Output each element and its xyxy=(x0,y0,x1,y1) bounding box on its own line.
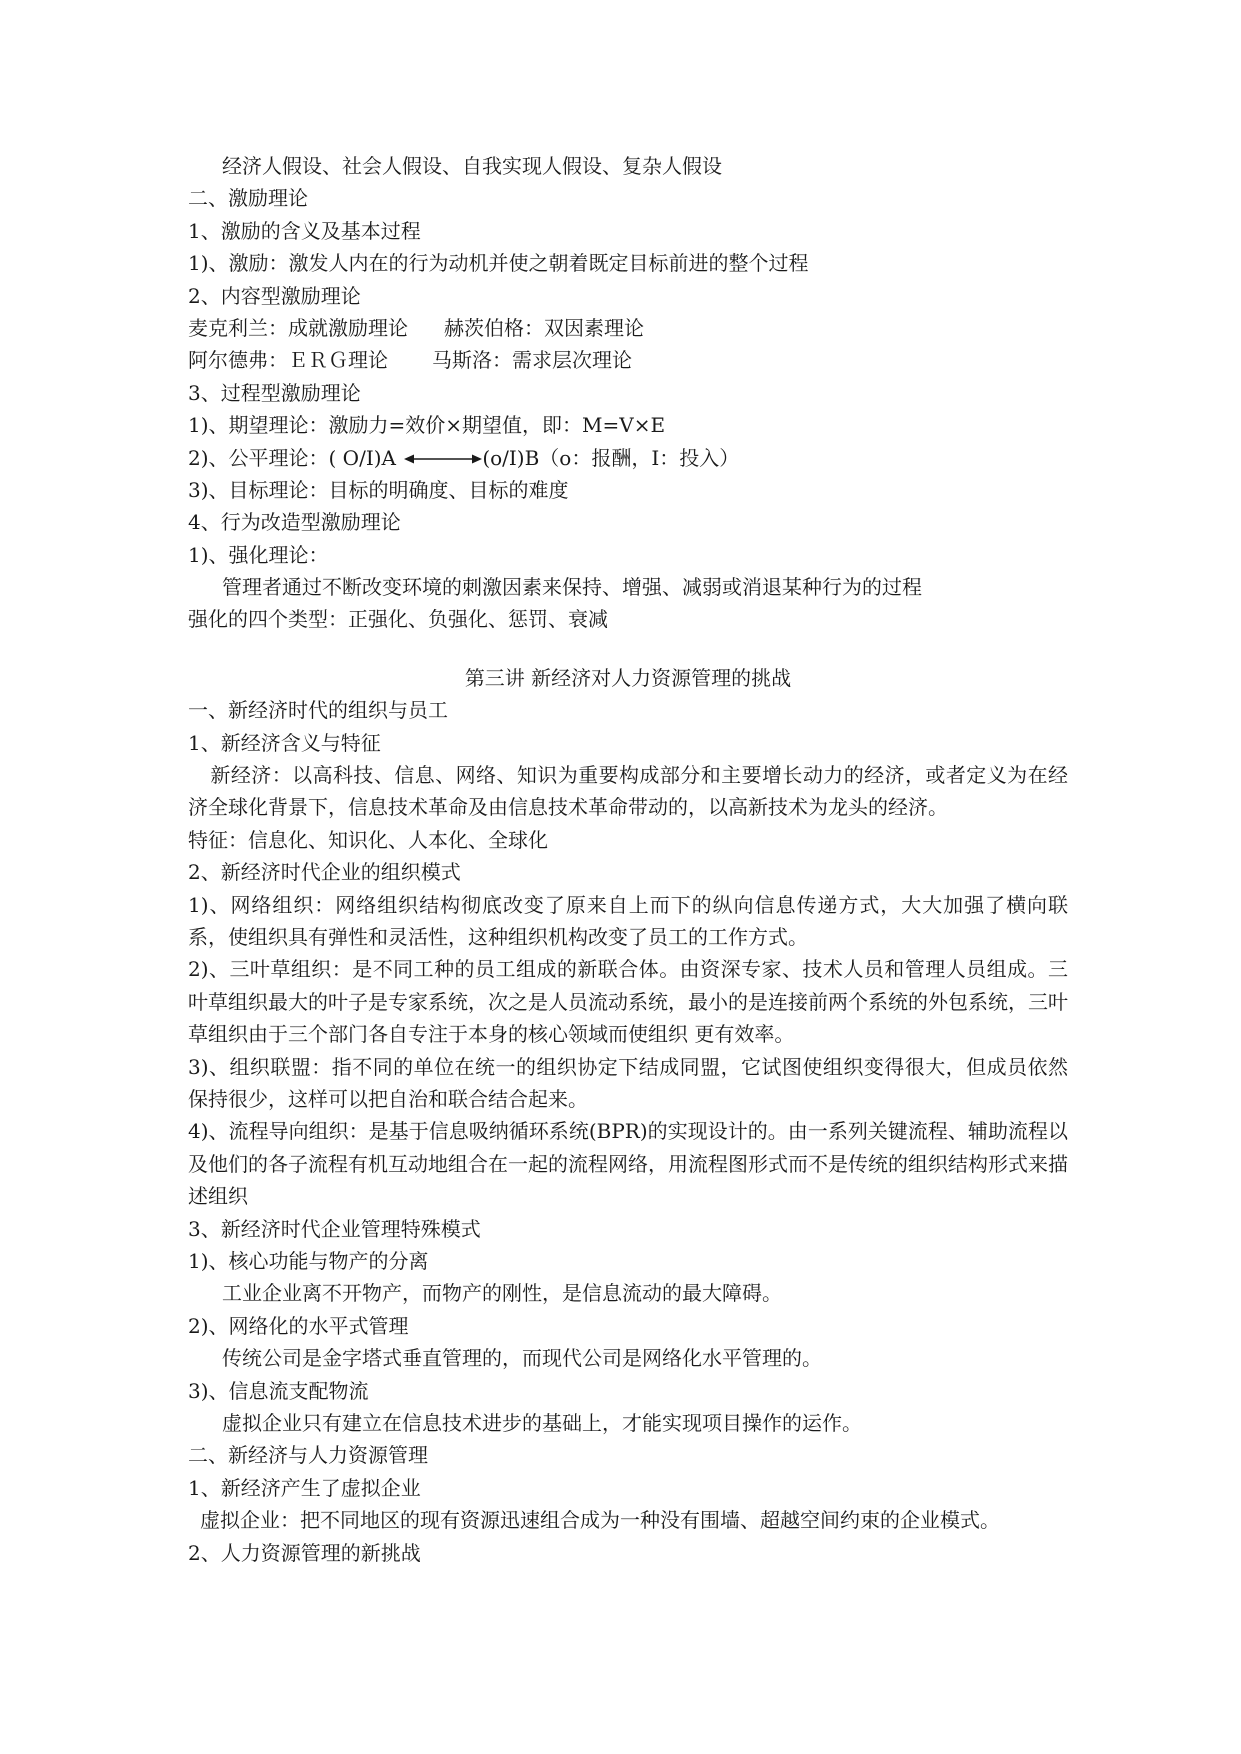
text-line: 传统公司是金字塔式垂直管理的，而现代公司是网络化水平管理的。 xyxy=(222,1346,822,1371)
text-line: 管理者通过不断改变环境的刺激因素来保持、增强、减弱或消退某种行为的过程 xyxy=(222,575,922,600)
subheading: 1、新经济含义与特征 xyxy=(188,730,381,755)
paragraph: 4)、流程导向组织：是基于信息吸纳循环系统(BPR)的实现设计的。由一系列关键流程、辅助流程以及他们的各子流程有机互动地组合在一起的流程网络，用流程图形式而不是传统的组织结构形式来描述组织 xyxy=(188,1119,1068,1209)
theory-pair-line xyxy=(188,312,1068,344)
text-line: 工业企业离不开物产，而物产的刚性，是信息流动的最大障碍。 xyxy=(222,1281,782,1306)
paragraph xyxy=(188,759,1068,824)
text-line: 3)、目标理论：目标的明确度、目标的难度 xyxy=(188,477,569,502)
theory-maslow: 马斯洛：需求层次理论 xyxy=(432,348,632,373)
subheading: 4、行为改造型激励理论 xyxy=(188,510,401,535)
subheading: 2、内容型激励理论 xyxy=(188,283,361,308)
paragraph-text: 新经济：以高科技、信息、网络、知识为重要构成部分和主要增长动力的经济，或者定义为在经济全球化背景下，信息技术革命及由信息技术革命带动的，以高新技术为龙头的经济。 xyxy=(188,763,1068,820)
text-line: 虚拟企业只有建立在信息技术进步的基础上，才能实现项目操作的运作。 xyxy=(222,1411,862,1436)
theory-alderfer: 阿尔德弗：ＥＲＧ理论 xyxy=(188,348,388,373)
theory-herzberg: 赫茨伯格：双因素理论 xyxy=(444,315,644,340)
text-line: 3)、信息流支配物流 xyxy=(188,1378,369,1403)
subheading: 3、过程型激励理论 xyxy=(188,380,361,405)
spacer xyxy=(188,636,1068,662)
subheading: 3、新经济时代企业管理特殊模式 xyxy=(188,1216,481,1241)
text-line: 强化的四个类型：正强化、负强化、惩罚、衰减 xyxy=(188,607,608,632)
text-line: 1)、激励：激发人内在的行为动机并使之朝着既定目标前进的整个过程 xyxy=(188,251,809,276)
text-line: 1)、强化理论： xyxy=(188,542,329,567)
text-line: 1)、核心功能与物产的分离 xyxy=(188,1249,429,1274)
subheading: 2、新经济时代企业的组织模式 xyxy=(188,860,461,885)
text-line: 2)、网络化的水平式管理 xyxy=(188,1313,409,1338)
text-line: 特征：信息化、知识化、人本化、全球化 xyxy=(188,827,548,852)
section-heading: 二、新经济与人力资源管理 xyxy=(188,1443,428,1468)
section-heading: 一、新经济时代的组织与员工 xyxy=(188,698,448,723)
lecture-title: 第三讲 新经济对人力资源管理的挑战 xyxy=(464,665,792,690)
text-line: 虚拟企业：把不同地区的现有资源迅速组合成为一种没有围墙、超越空间约束的企业模式。 xyxy=(200,1508,1000,1533)
equity-theory-line xyxy=(188,442,1068,474)
paragraph: 3)、组织联盟：指不同的单位在统一的组织协定下结成同盟，它试图使组织变得很大，但成员依然保持很少，这样可以把自治和联合结合起来。 xyxy=(188,1054,1068,1112)
subheading: 2、人力资源管理的新挑战 xyxy=(188,1540,421,1565)
text-line: 1)、期望理论：激励力=效价×期望值，即：M=V×E xyxy=(188,413,666,438)
equity-right: (o/I)B（o：报酬，I：投入） xyxy=(482,445,740,470)
text-line: 经济人假设、社会人假设、自我实现人假设、复杂人假设 xyxy=(222,154,722,178)
subheading: 1、新经济产生了虚拟企业 xyxy=(188,1475,421,1500)
double-arrow-icon xyxy=(404,452,482,466)
subheading: 1、激励的含义及基本过程 xyxy=(188,218,421,243)
equity-left: 2)、公平理论：( O/I)A xyxy=(188,445,396,470)
paragraph: 2)、三叶草组织：是不同工种的员工组成的新联合体。由资深专家、技术人员和管理人员组成。三叶草组织最大的叶子是专家系统，次之是人员流动系统，最小的是连接前两个系统的外包系统，三叶草组织由于三个部门各自专注于本身的核心领域而使组织 更有效率。 xyxy=(188,957,1068,1047)
theory-mcclelland: 麦克利兰：成就激励理论 xyxy=(188,315,408,340)
section-heading: 二、激励理论 xyxy=(188,186,308,211)
theory-pair-line xyxy=(188,344,1068,376)
document-body xyxy=(188,150,1068,1569)
paragraph: 1)、网络组织：网络组织结构彻底改变了原来自上而下的纵向信息传递方式，大大加强了横向联系，使组织具有弹性和灵活性，这种组织机构改变了员工的工作方式。 xyxy=(188,892,1068,950)
